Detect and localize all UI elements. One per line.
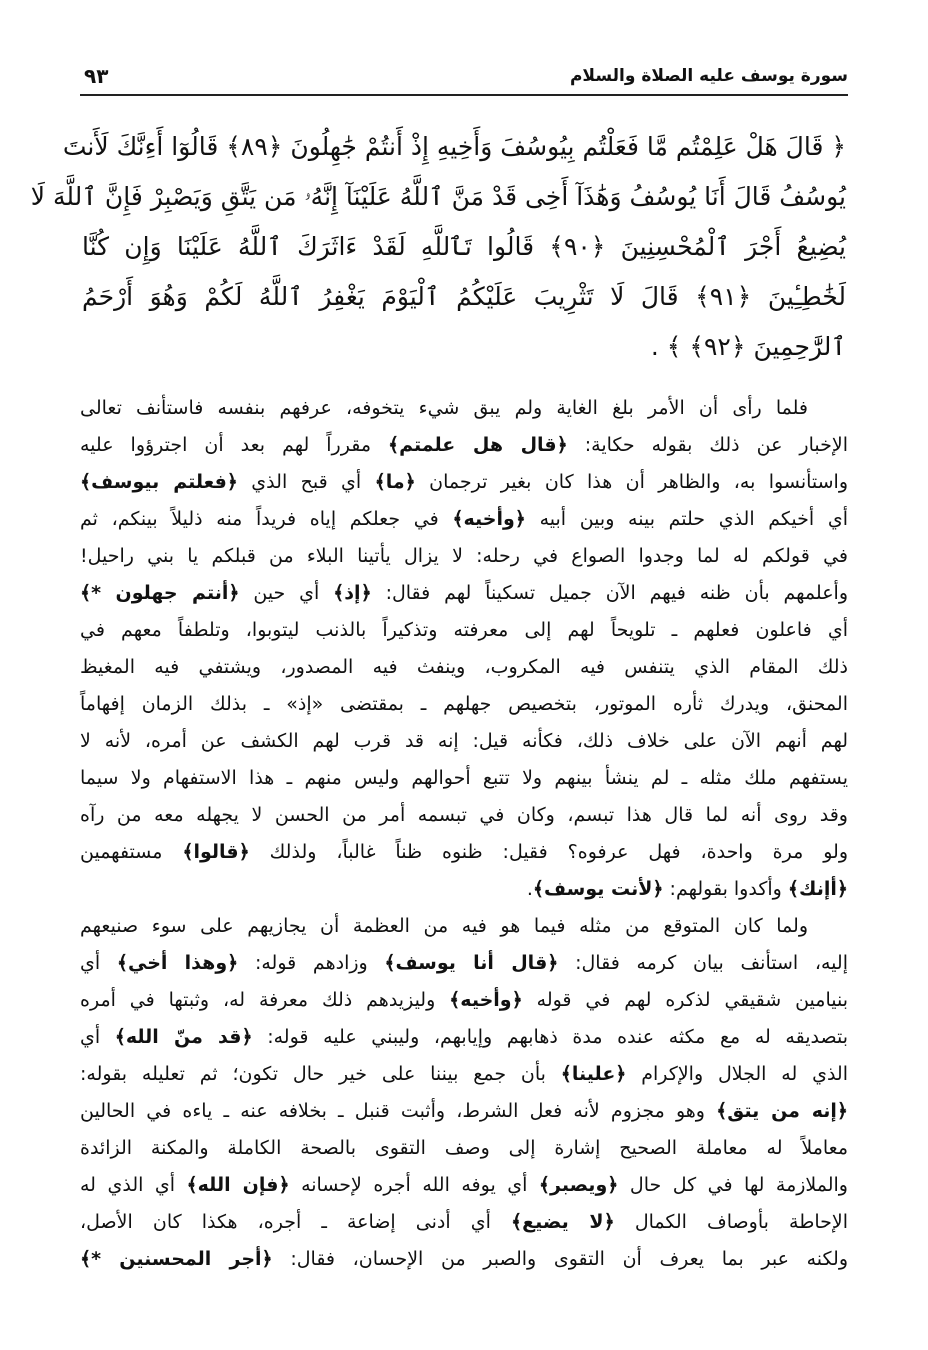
text-line: أي أخيكم الذي حلتم بينه وبين أبيه ﴿وأخيه﴾ في جعلكم إياه فريداً منه ذليلاً بينكم، ثم: [80, 508, 848, 530]
quoted-verse-phrase: ﴿أإنك﴾: [787, 878, 848, 900]
quoted-verse-phrase: ﴿قال هل علمتم﴾: [388, 434, 568, 456]
text-line: وقد روى أنه لما قال هذا تبسم، وكان في تبسمه أمر من الحسن لا يجهله معه من رآه: [80, 804, 848, 826]
quoted-verse-phrase: ﴿وأخيه﴾: [452, 508, 526, 530]
text-line: ولكنه عبر بما يعرف أن التقوى والصبر من الإحسان، فقال: ﴿أجر المحسنين *﴾: [80, 1248, 848, 1270]
text-line: ذلك المقام الذي يتنفس فيه المكروب، وينفث فيه المصدور، ويشتفي فيه المغيظ: [80, 656, 848, 678]
text-line: ولو مرة واحدة، فهل عرفوه؟ فقيل: ظنوه ظناً غالباً، ولذلك ﴿قالوا﴾ مستفهمين: [80, 841, 849, 863]
quoted-verse-phrase: ﴿إذ﴾: [333, 582, 372, 604]
text-line: ﴿إنه من يتق﴾ وهو مجزوم لأنه فعل الشرط، وأثبت قنبل ـ بخلافه عنه ـ ياءه في الحالين: [80, 1100, 848, 1122]
text-line: المحنق، ويدرك ثأره الموتور، بتخصيص جهلهم ـ بمقتضى «إذ» ـ بذلك الزمان إفهاماً: [80, 693, 848, 715]
text-line: معاملاً له معاملة الصحيح إشارة إلى وصف التقوى بالصحة الكاملة والمكنة الزائدة: [80, 1137, 848, 1159]
text-line: أي فاعلون فعلهم ـ تلويحاً لهم إلى معرفته وتذكيراً بالذنب ليتوبوا، وتلطفاً معهم في: [80, 619, 848, 641]
text-line: الذي له الجلال والإكرام ﴿علينا﴾ بأن جمع بيننا على خير حال تكون؛ ثم تعليله بقوله:: [80, 1063, 848, 1085]
quoted-verse-phrase: ﴿قال أنا يوسف﴾: [384, 952, 559, 974]
commentary-text: [80, 390, 848, 1278]
text-line: ﴿أإنك﴾ وأكدوا بقولهم: ﴿لأنت يوسف﴾.: [526, 878, 848, 900]
text-line: فلما رأى أن الأمر بلغ الغاية ولم يبق شيء يتخوفه، عرفهم بنفسه فاستأنف تعالى: [80, 397, 808, 419]
quran-verses-block: [30, 122, 847, 372]
text-line: لهم أنهم الآن على خلاف ذلك، فكأنه قيل: إنه قد قرب لهم الكشف عن أمره، لأنه لا: [80, 730, 848, 752]
quoted-verse-phrase: ﴿فإن الله﴾: [186, 1174, 290, 1196]
text-line: والملازمة لها في كل حال ﴿ويصبر﴾ أي يوفه الله أجره لإحسانه ﴿فإن الله﴾ أي الذي له: [80, 1174, 848, 1196]
quoted-verse-phrase: ﴿وأخيه﴾: [449, 989, 523, 1011]
quoted-verse-phrase: ﴿لأنت يوسف﴾: [532, 878, 664, 900]
text-line: ولما كان المتوقع من مثله فيما هو فيه من العظمة أن يجازيهم على سوء صنيعهم: [80, 915, 808, 937]
quoted-verse-phrase: ﴿قالوا﴾: [182, 841, 250, 863]
quoted-verse-phrase: ﴿لا يضيع﴾: [511, 1211, 615, 1233]
quoted-verse-phrase: ﴿ما﴾: [374, 471, 416, 493]
text-line: يستفهم ملك مثله ـ لم ينشأ بينهم ولا تتبع أحوالهم وليس منهم ـ هذا الاستفهام ولا سيما: [80, 767, 848, 789]
quran-line: يُضِيعُ أَجْرَ ٱلْمُحْسِنِينَ ﴿٩٠﴾ قَالُوا تَٱللَّهِ لَقَدْ ءَاثَرَكَ ٱللَّهُ عَلَيْنَا وَإِن كُنَّا: [82, 232, 847, 261]
running-title: سورة يوسف عليه الصلاة والسلام: [569, 66, 848, 86]
quoted-verse-phrase: ﴿علينا﴾: [560, 1063, 627, 1085]
page-header: [80, 60, 848, 96]
quoted-verse-phrase: ﴿قد منّ الله﴾: [114, 1026, 253, 1048]
text-line: بتصديقه له مع مكثه عنده مدة ذهابهم وإيابهم، وليبني عليه قوله: ﴿قد منّ الله﴾ أي: [80, 1026, 848, 1048]
quran-line: يُوسُفُ قَالَ أَنَا يُوسُفُ وَهَٰذَآ أَخِى قَدْ مَنَّ ٱللَّهُ عَلَيْنَآ إِنَّهُۥ مَن يَتَّقِ وَيَصْبِرْ فَإِنَّ ٱللَّهَ لَا: [30, 182, 846, 211]
quoted-verse-phrase: ﴿وهذا أخي﴾: [116, 952, 239, 974]
quran-line: ٱلرَّٰحِمِينَ ﴿٩٢﴾ ﴾ .: [650, 332, 846, 361]
text-line: في قولكم له لما وجدوا الصواع في رحله: لا يزال يأتينا البلاء من قبلكم يا بني راحيل!: [80, 545, 848, 567]
text-line: الإخبار عن ذلك بقوله حكاية: ﴿قال هل علمتم﴾ مقرراً لهم بعد أن اجترؤوا عليه: [80, 434, 848, 456]
quoted-verse-phrase: ﴿أجر المحسنين *﴾: [80, 1248, 273, 1270]
quran-line: ﴿ قَالَ هَلْ عَلِمْتُم مَّا فَعَلْتُم بِيُوسُفَ وَأَخِيهِ إِذْ أَنتُمْ جَٰهِلُونَ ﴿٨٩﴾ قَالُوٓا أَءِنَّكَ لَأَنتَ: [62, 132, 846, 161]
page-number: ٩٣: [84, 64, 109, 88]
quoted-verse-phrase: ﴿ويصبر﴾: [538, 1174, 619, 1196]
text-line: بنيامين شقيقي لذكره لهم في قوله ﴿وأخيه﴾ وليزيدهم ذلك معرفة له، وثبتها في أمره: [80, 989, 848, 1011]
quran-line: لَخَٰطِـِٔينَ ﴿٩١﴾ قَالَ لَا تَثْرِيبَ عَلَيْكُمُ ٱلْيَوْمَ يَغْفِرُ ٱللَّهُ لَكُمْ وَهُوَ أَرْحَمُ: [82, 282, 846, 311]
text-line: واستأنسوا به، والظاهر أن هذا كان بغير ترجمان ﴿ما﴾ أي قبح الذي ﴿فعلتم بيوسف﴾: [80, 471, 848, 493]
text-line: وأعلمهم بأن ظنه فيهم الآن جميل تسكيناً لهم فقال: ﴿إذ﴾ أي حين ﴿أنتم جهلون *﴾: [80, 582, 848, 604]
quoted-verse-phrase: ﴿إنه من يتق﴾: [716, 1100, 848, 1122]
quoted-verse-phrase: ﴿فعلتم بيوسف﴾: [80, 471, 238, 493]
text-line: الإحاطة بأوصاف الكمال ﴿لا يضيع﴾ أي أدنى إضاعة ـ أجره، هكذا كان الأصل،: [80, 1211, 848, 1233]
quoted-verse-phrase: ﴿أنتم جهلون *﴾: [80, 582, 240, 604]
text-line: إليه، استأنف بيان كرمه فقال: ﴿قال أنا يوسف﴾ وزادهم قوله: ﴿وهذا أخي﴾ أي: [80, 952, 848, 974]
